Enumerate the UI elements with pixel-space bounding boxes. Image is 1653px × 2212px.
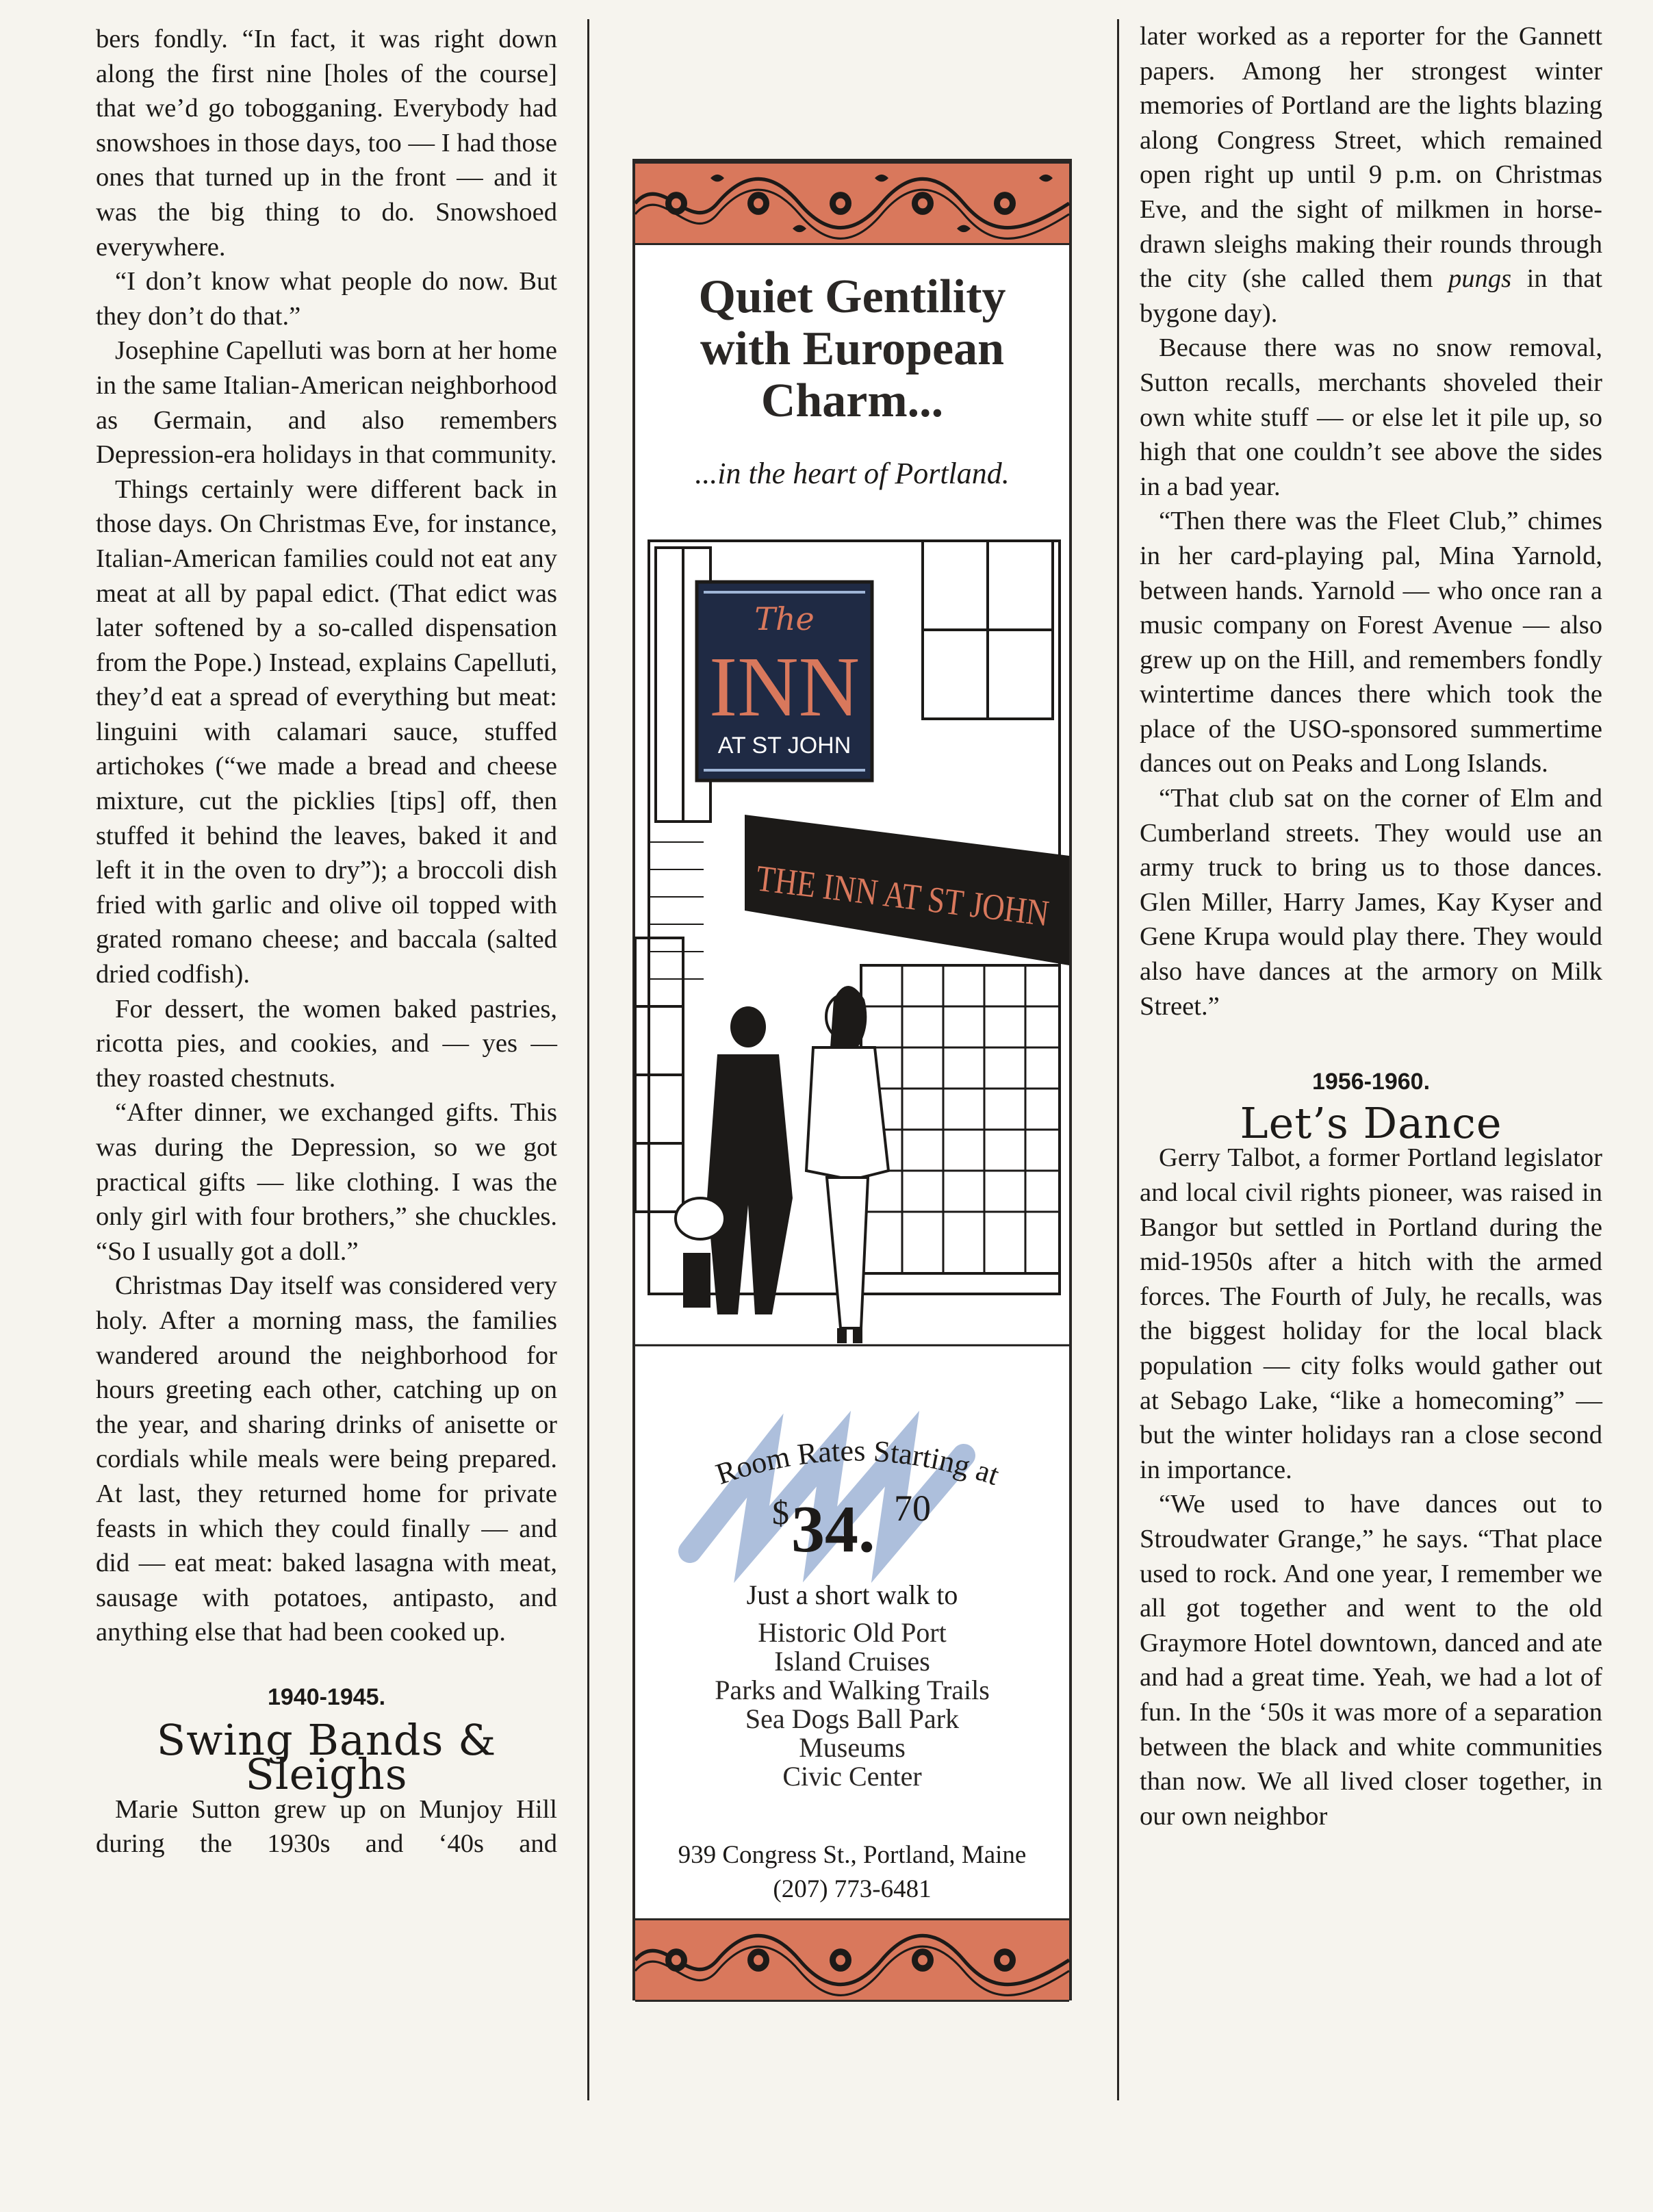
ad-headline-line-3: Charm... bbox=[760, 374, 944, 427]
list-item: Island Cruises bbox=[774, 1646, 930, 1677]
scroll-ornament-icon bbox=[635, 1920, 1069, 2000]
scroll-ornament-icon bbox=[635, 164, 1069, 243]
left-paragraph-3: Josephine Capelluti was born at her home in the same Italian-American neighborhood as Germain, and also remembers Depression-era holidays in that community. bbox=[96, 336, 557, 470]
left-paragraph-6: “After dinner, we exchanged gifts. This was during the Depression, so we got practical gifts — like clothing. I was the only girl with four brothers,” she chuckles. “So I usually got a doll.” bbox=[96, 1098, 557, 1266]
left-paragraph-5: For dessert, the women baked pastries, ricotta pies, and cookies, and — yes — they roasted chestnuts. bbox=[96, 994, 557, 1093]
section-title-lets-dance: Let’s Dance bbox=[1240, 1097, 1502, 1148]
right-paragraph-1: later worked as a reporter for the Gannett papers. Among her strongest winter memories of Portland are the lights blazing along Congress Street, which remained open right up until 9 p.m. on Christmas Eve, and the sight of milkmen in horse-drawn sleighs making their rounds through the city (she called them pungs in that bygone day). bbox=[1140, 22, 1602, 328]
list-item: Museums bbox=[799, 1732, 906, 1763]
ad-headline bbox=[635, 271, 1069, 427]
left-paragraph-2: “I don’t know what people do now. But they don’t do that.” bbox=[96, 267, 557, 331]
sign-inn-text: INN bbox=[709, 640, 860, 735]
awning-text: THE INN AT ST JOHN bbox=[754, 857, 1111, 941]
list-item: Civic Center bbox=[782, 1761, 922, 1792]
rate-dollar-sign: $ bbox=[772, 1493, 789, 1531]
inn-storefront-illustration bbox=[635, 527, 1111, 1438]
column-rule-left bbox=[587, 19, 589, 2100]
left-column bbox=[96, 22, 557, 1861]
ad-phone: (207) 773-6481 bbox=[773, 1875, 932, 1903]
right-column bbox=[1140, 19, 1602, 1833]
room-rate-graphic bbox=[635, 1408, 1069, 1586]
ornament-band-top bbox=[635, 162, 1069, 245]
section-title-swing-bands: Swing Bands & Sleighs bbox=[156, 1714, 497, 1800]
rate-main-value: 34. bbox=[791, 1492, 875, 1566]
list-item: Sea Dogs Ball Park bbox=[745, 1703, 960, 1734]
right-paragraph-6: “We used to have dances out to Stroudwater Grange,” he says. “That place used to rock. And one year, I remember we all got together and went to the old Graymore Hotel downtown, danced and ate and had a great time. Yeah, we had a lot of fun. In the ‘50s it was more of a separation between the black and white communities than now. We all lived closer together, in our own neighbor bbox=[1140, 1490, 1602, 1831]
sign-the-text: The bbox=[754, 600, 815, 637]
ad-address: 939 Congress St., Portland, Maine bbox=[678, 1841, 1027, 1869]
inn-advertisement bbox=[632, 159, 1111, 2000]
left-paragraph-4: Things certainly were different back in those days. On Christmas Eve, for instance, Italian-American families could not eat any meat at all by papal edict. (That edict was later softened by a so-called dispensation from the Pope.) Instead, explains Capelluti, they’d eat a spread of everything but meat: linguini with calamari sauce, stuffed artichokes (“we made a bread and cheese mixture, cut the picklies [tips] off, then stuffed it behind the leaves, baked it and left it in the oven to dry”); a broccoli dish fried with garlic and olive oil topped with grated romano cheese; and baccala (salted dried codfish). bbox=[96, 474, 557, 989]
list-item: Parks and Walking Trails bbox=[715, 1675, 990, 1705]
right-paragraph-4: “That club sat on the corner of Elm and Cumberland streets. They would use an army truck to bring us to those dances. Glen Miller, Harry James, Kay Kyser and Gene Krupa would play there. They would also have dances at the armory on Milk Street.” bbox=[1140, 784, 1602, 1021]
right-paragraph-5: Gerry Talbot, a former Portland legislator and local civil rights pioneer, was raised in Bangor but settled in Portland during the mid-1950s after a hitch with the armed forces. The Fourth of July, he recalls, was the biggest holiday for the local black population — city folks would gather out at Sebago Lake, “like a homecoming” — but the winter holidays ran a close second in importance. bbox=[1140, 1143, 1602, 1484]
sign-at-st-john-text: AT ST JOHN bbox=[717, 733, 851, 759]
ad-tagline: ...in the heart of Portland. bbox=[695, 457, 1010, 490]
ad-headline-line-2: with European bbox=[700, 322, 1005, 375]
right-paragraph-2: Because there was no snow removal, Sutton recalls, merchants shoveled their own white stuff — or else let it pile up, so high that one couldn’t see above the sides in a bad year. bbox=[1140, 333, 1602, 501]
ad-headline-line-1: Quiet Gentility bbox=[698, 270, 1006, 323]
walk-title: Just a short walk to bbox=[746, 1579, 958, 1610]
left-paragraph-7: Christmas Day itself was considered very holy. After a morning mass, the families wandered around the neighborhood for hours greeting each other, catching up on the year, and sharing drinks of anisette or cordials while meals were being prepared. At last, they returned home for private feasts in which they could finally — and did — eat meat: baked lasagna with meat, sausage with potatoes, antipasto, and anything else that had been cooked up. bbox=[96, 1271, 557, 1647]
list-item: Historic Old Port bbox=[758, 1617, 947, 1648]
ornament-band-bottom bbox=[635, 1918, 1069, 2002]
left-paragraph-8: Marie Sutton grew up on Munjoy Hill during the 1930s and ‘40s and bbox=[96, 1794, 557, 1859]
right-paragraph-3: “Then there was the Fleet Club,” chimes in her card-playing pal, Mina Yarnold, between hands. Yarnold — who once ran a music company on Forest Avenue — also grew up on the Hill, and remembers fondly wintertime dances there which took the place of the USO-sponsored summertime dances out on Peaks and Long Islands. bbox=[1140, 507, 1602, 778]
era-label-1956: 1956-1960. bbox=[1311, 1069, 1431, 1095]
attractions-list bbox=[635, 1618, 1069, 1791]
rate-cents-value: 70 bbox=[894, 1488, 931, 1529]
room-rates-label: Room Rates Starting at bbox=[711, 1434, 1003, 1492]
era-label-1940: 1940-1945. bbox=[267, 1683, 386, 1710]
column-rule-right bbox=[1117, 19, 1119, 2100]
left-paragraph-1: bers fondly. “In fact, it was right down along the first nine [holes of the course] that we’d go tobogganing. Everybody had snowshoes in those days, too — I had those ones that turned up in the front — and it was the big thing to do. Snowshoed everywhere. bbox=[96, 25, 557, 262]
